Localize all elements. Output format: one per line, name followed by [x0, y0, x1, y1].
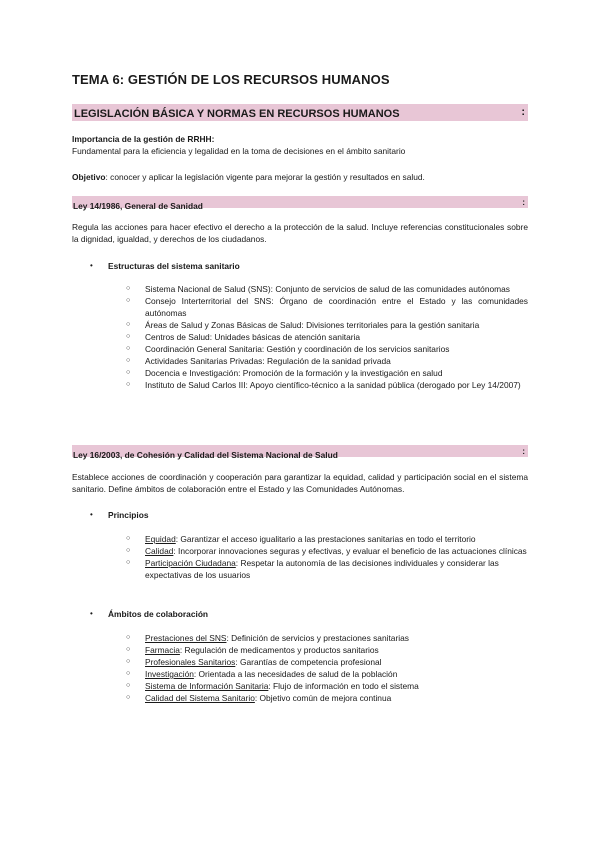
- list-item: ○ Farmacia: Regulación de medicamentos y productos sanitarios: [126, 645, 379, 655]
- list-item: ○ Prestaciones del SNS: Definición de servicios y prestaciones sanitarias: [126, 633, 409, 643]
- importance-text: Fundamental para la eficiencia y legalidad en la toma de decisiones en el ámbito sanitario: [72, 146, 406, 156]
- circle-bullet-icon: ○: [126, 357, 131, 364]
- list-item: ○ Áreas de Salud y Zonas Básicas de Salud: Divisiones territoriales para la gestión sanitaria: [126, 320, 480, 330]
- section-heading-label: LEGISLACIÓN BÁSICA Y NORMAS EN RECURSOS HUMANOS: [74, 108, 400, 120]
- list-item: ○ Instituto de Salud Carlos III: Apoyo científico-técnico a la sanidad pública (derogado por Ley 14/2007): [126, 380, 521, 390]
- circle-bullet-icon: ○: [126, 559, 131, 566]
- bullet-marker: •: [90, 609, 93, 618]
- section-heading-legislacion: [72, 104, 528, 121]
- list-item: ○ Actividades Sanitarias Privadas: Regulación de la sanidad privada: [126, 356, 391, 366]
- law1-description: Regula las acciones para hacer efectivo el derecho a la protección de la salud. Incluye referencias constitucionales sobre la dignidad, igualdad, y derechos de los ciudadanos.: [72, 222, 528, 244]
- scopes-label: Ámbitos de colaboración: [108, 609, 209, 619]
- circle-bullet-icon: ○: [126, 535, 131, 542]
- circle-bullet-icon: ○: [126, 321, 131, 328]
- circle-bullet-icon: ○: [126, 381, 131, 388]
- bullet-marker: •: [90, 261, 93, 270]
- law-heading-label: Ley 14/1986, General de Sanidad: [73, 201, 203, 211]
- objective-text: : conocer y aplicar la legislación vigente para mejorar la gestión y resultados en salud.: [105, 172, 425, 182]
- circle-bullet-icon: ○: [126, 297, 131, 304]
- principles-label: Principios: [108, 510, 149, 520]
- list-item: ○ Calidad del Sistema Sanitario: Objetivo común de mejora continua: [126, 693, 392, 703]
- scopes-list: [126, 632, 528, 704]
- circle-bullet-icon: ○: [126, 694, 131, 701]
- circle-bullet-icon: ○: [126, 345, 131, 352]
- circle-bullet-icon: ○: [126, 658, 131, 665]
- list-item: ○ Sistema Nacional de Salud (SNS): Conjunto de servicios de salud de las comunidades autónomas: [126, 284, 510, 294]
- circle-bullet-icon: ○: [126, 682, 131, 689]
- circle-bullet-icon: ○: [126, 369, 131, 376]
- list-item: ○ Calidad: Incorporar innovaciones seguras y efectivas, y evaluar el beneficio de las actuaciones clínicas: [126, 546, 527, 556]
- list-item: ○ Consejo Interterritorial del SNS: Órgano de coordinación entre el Estado y las comunidades autónomas: [126, 296, 528, 318]
- circle-bullet-icon: ○: [126, 670, 131, 677]
- list-item: ○ Equidad: Garantizar el acceso igualitario a las prestaciones sanitarias en todo el territorio: [126, 534, 476, 544]
- list-item: ○ Centros de Salud: Unidades básicas de atención sanitaria: [126, 332, 361, 342]
- law-heading-14-1986: [72, 196, 528, 211]
- structures-label: Estructuras del sistema sanitario: [108, 261, 240, 271]
- circle-bullet-icon: ○: [126, 333, 131, 340]
- list-item: ○ Docencia e Investigación: Promoción de la formación y la investigación en salud: [126, 368, 443, 378]
- law-heading-colon: :: [522, 197, 525, 207]
- law-heading-colon: :: [522, 446, 525, 456]
- list-item: ○ Sistema de Información Sanitaria: Flujo de información en todo el sistema: [126, 681, 419, 691]
- importance-heading: Importancia de la gestión de RRHH:: [72, 134, 215, 144]
- circle-bullet-icon: ○: [126, 634, 131, 641]
- list-item: ○ Coordinación General Sanitaria: Gestión y coordinación de los servicios sanitarios: [126, 344, 450, 354]
- structures-list: [126, 283, 528, 391]
- law-heading-label: Ley 16/2003, de Cohesión y Calidad del Sistema Nacional de Salud: [73, 450, 338, 460]
- circle-bullet-icon: ○: [126, 547, 131, 554]
- objective-paragraph: [72, 171, 528, 183]
- principles-list: [126, 533, 528, 581]
- list-item: ○ Investigación: Orientada a las necesidades de salud de la población: [126, 669, 398, 679]
- circle-bullet-icon: ○: [126, 646, 131, 653]
- section-heading-colon: :: [521, 106, 525, 118]
- circle-bullet-icon: ○: [126, 285, 131, 292]
- list-item: ○ Participación Ciudadana: Respetar la autonomía de las decisiones individuales y considerar las expectativas de los usuarios: [126, 558, 499, 580]
- law2-description: Establece acciones de coordinación y cooperación para garantizar la equidad, calidad y participación social en el sistema sanitario. Define ámbitos de colaboración entre el Estado y las Comunidades Autónomas.: [72, 472, 528, 494]
- objective-label: Objetivo: [72, 172, 106, 182]
- page-title: TEMA 6: GESTIÓN DE LOS RECURSOS HUMANOS: [72, 72, 390, 87]
- law-heading-16-2003: [72, 445, 528, 460]
- bullet-marker: •: [90, 510, 93, 519]
- list-item: ○ Profesionales Sanitarios: Garantías de competencia profesional: [126, 657, 382, 667]
